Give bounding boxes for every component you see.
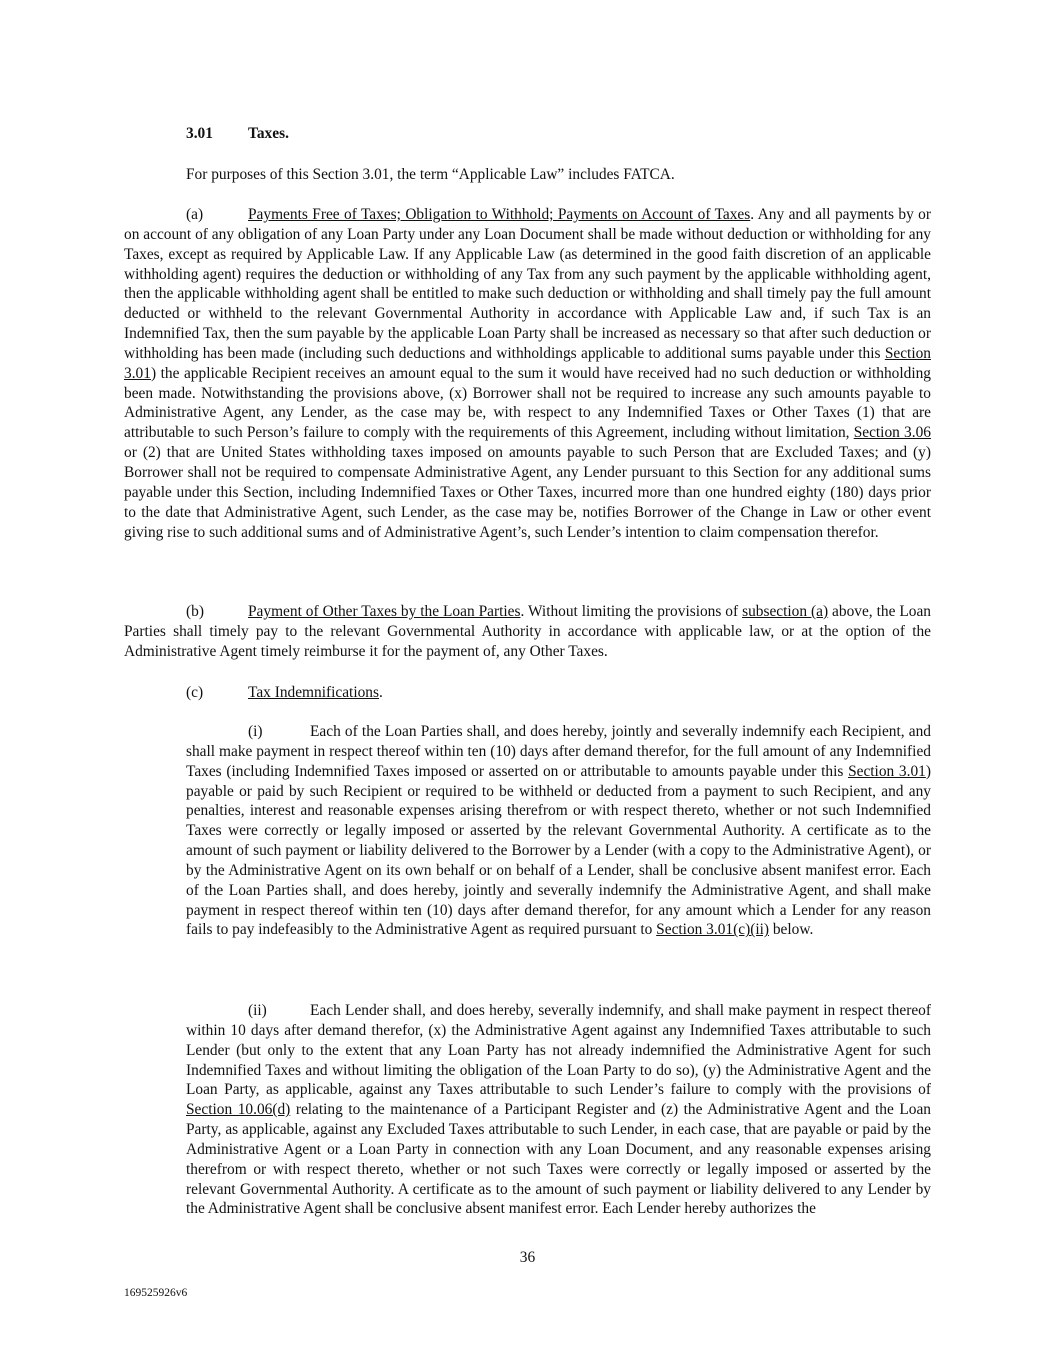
paragraph-c-ii-text-2: relating to the maintenance of a Participant Register and (z) the Administrative Agent and the Loan Party, as applicable, against any Excluded Taxes attributable to such Lender, in each case, that are payable or paid by the Administrative Agent or a Loan Party in connection with any Loan Document, and any reasonable expenses arising therefrom or with respect thereto, whether or not such Taxes were correctly or legally imposed or asserted by the relevant Governmental Authority. A certificate as to the amount of such payment or liability delivered to any Lender by the Administrative Agent shall be conclusive absent manifest error. Each Lender hereby authorizes the [186, 1101, 931, 1218]
paragraph-c-ii [186, 1001, 931, 1219]
section-10-06-d-link[interactable]: Section 10.06(d) [186, 1101, 291, 1119]
paragraph-c-title: Tax Indemnifications [248, 684, 379, 701]
paragraph-b [124, 602, 931, 662]
paragraph-c-i-text-2: ) payable or paid by such Recipient or required to be withheld or deducted from a payment to such Recipient, and any penalties, interest and reasonable expenses arising therefrom or with respect thereto, whether or not such Indemnified Taxes were correctly or legally imposed or asserted by the relevant Governmental Authority. A certificate as to the amount of such payment or liability delivered to the Borrower by a Lender (with a copy to the Administrative Agent), or by the Administrative Agent on its own behalf or on behalf of a Lender, shall be conclusive absent manifest error. Each of the Loan Parties shall, and does hereby, jointly and severally indemnify the Administrative Agent, and shall make payment in respect thereof within ten (10) days after demand therefor, for any amount which a Lender for any reason fails to pay indefeasibly to the Administrative Agent as required pursuant to [186, 762, 931, 939]
section-3-01-c-ii-link[interactable]: Section 3.01(c)(ii) [656, 921, 770, 939]
paragraph-a-text-3: or (2) that are United States withholding taxes imposed on amounts payable to such Person that are Excluded Taxes; and (y) Borrower shall not be required to compensate Administrative Agent, any Lender pursuant to this Section for any additional sums payable under this Section, including Indemnified Taxes or Other Taxes, incurred more than one hundred eighty (180) days prior to the date that Administrative Agent, such Lender, as the case may be, notifies Borrower of the Change in Law or other event giving rise to such additional sums and of Administrative Agent’s, such Lender’s intention to claim compensation therefor. [124, 444, 931, 541]
section-3-01-link-2[interactable]: Section 3.01 [848, 762, 926, 780]
paragraph-c-ii-label: (ii) [248, 1002, 267, 1019]
paragraph-b-label: (b) [186, 603, 204, 620]
paragraph-c-trail: . [379, 684, 383, 701]
section-3-06-link[interactable]: Section 3.06 [853, 424, 931, 442]
paragraph-c-ii-text-1: Each Lender shall, and does hereby, severally indemnify, and shall make payment in respect thereof within 10 days after demand therefor, (x) the Administrative Agent against any Indemnified Taxes attributable to such Lender (but only to the extent that any Loan Party has not already indemnified the Administrative Agent for such Indemnified Taxes and without limiting the obligation of the Loan Party to do so), (y) the Administrative Agent and the Loan Party, as applicable, against any Taxes attributable to such Lender’s failure to comply with the provisions of [186, 1002, 931, 1099]
paragraph-c-i-text-3: below. [769, 921, 814, 939]
paragraph-b-text-2: above, the Loan Parties shall timely pay to the relevant Governmental Authority in accordance with applicable law, or at the option of the Administrative Agent timely reimburse it for the payment of, any Other Taxes. [124, 603, 931, 660]
paragraph-a [124, 205, 931, 542]
document-id: 169525926v6 [124, 1287, 188, 1299]
page-number: 36 [519, 1249, 536, 1266]
section-number: 3.01 [186, 125, 213, 142]
intro-paragraph: For purposes of this Section 3.01, the term “Applicable Law” includes FATCA. [186, 166, 675, 183]
paragraph-a-label: (a) [186, 206, 204, 223]
section-3-01-link[interactable]: Section 3.01 [124, 344, 931, 382]
paragraph-a-text-2: ) the applicable Recipient receives an amount equal to the sum it would have received had no such deduction or withholding been made. Notwithstanding the provisions above, (x) Borrower shall not be required to increase any such amounts payable to Administrative Agent, any Lender, as the case may be, with respect to any Indemnified Taxes or Other Taxes (1) that are attributable to such Person’s failure to comply with the requirements of this Agreement, including without limitation, [124, 364, 931, 442]
paragraph-c-i [186, 722, 931, 940]
paragraph-a-title: Payments Free of Taxes; Obligation to Withhold; Payments on Account of Taxes [248, 206, 751, 223]
paragraph-c-i-text-1: Each of the Loan Parties shall, and does hereby, jointly and severally indemnify each Recipient, and shall make payment in respect thereof within ten (10) days after demand therefor, for the full amount of any Indemnified Taxes (including Indemnified Taxes imposed or asserted on or attributable to amounts payable under this [186, 723, 931, 780]
paragraph-b-title: Payment of Other Taxes by the Loan Parties [248, 603, 521, 620]
section-title: Taxes. [248, 125, 289, 142]
section-heading [186, 124, 289, 144]
paragraph-c [186, 683, 931, 703]
subsection-a-link[interactable]: subsection (a) [742, 603, 829, 620]
paragraph-c-i-label: (i) [248, 723, 263, 740]
paragraph-b-text-1: . Without limiting the provisions of [520, 603, 743, 620]
paragraph-c-label: (c) [186, 684, 204, 701]
paragraph-a-text-1: . Any and all payments by or on account of any obligation of any Loan Party under any Loan Document shall be made without deduction or withholding for any Taxes, except as required by Applicable Law. If any Applicable Law (as determined in the good faith discretion of an applicable withholding agent) requires the deduction or withholding of any Tax from any such payment by the applicable withholding agent, then the applicable withholding agent shall be entitled to make such deduction or withholding and shall timely pay the full amount deducted or withheld to the relevant Governmental Authority in accordance with Applicable Law and, if such Tax is an Indemnified Tax, then the sum payable by the applicable Loan Party shall be increased as necessary so that after such deduction or withholding has been made (including such deductions and withholdings applicable to additional sums payable under this [124, 206, 932, 362]
